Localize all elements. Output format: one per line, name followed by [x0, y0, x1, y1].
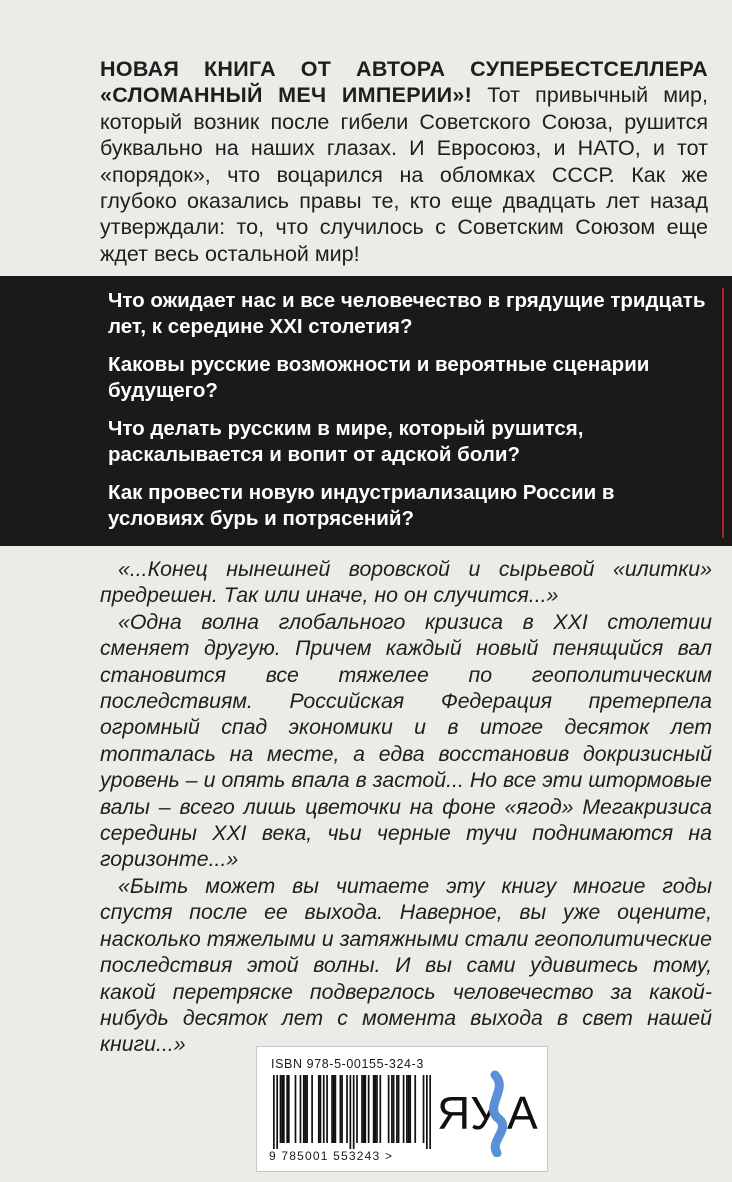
barcode-bar: [276, 1075, 278, 1149]
intro-text: Тот привычный мир, который возник после гибели Советского Союза, рушится буквально на наших глазах. И Евросоюз, и НАТО, и тот «порядок», что воцарился на обломках СССР. Как же глубоко оказались правы те, кто еще двадцать лет назад утверждали: то, что случилось с Советским Союзом еще ждет весь остальной мир!: [100, 83, 708, 266]
barcode-bar: [361, 1075, 363, 1143]
question-item: Что делать русским в мире, который рушится, раскалывается и вопит от адской боли?: [108, 417, 584, 466]
barcode-bar: [331, 1075, 333, 1143]
barcode-bar: [379, 1075, 381, 1143]
question-item: Как провести новую индустриализацию России в условиях бурь и потрясений?: [108, 481, 615, 530]
isbn-label: ISBN 978-5-00155-324-3: [271, 1057, 424, 1071]
barcode-bar: [368, 1075, 370, 1143]
barcode-bar: [300, 1075, 302, 1143]
publisher-logo-text-right: А: [507, 1087, 538, 1139]
barcode-bar: [423, 1075, 425, 1143]
quote-item: «...Конец нынешней воровской и сырьевой «илитки» предрешен. Так или иначе, но он случится...»: [100, 557, 712, 608]
barcode-bar: [303, 1075, 305, 1143]
barcode-bar: [388, 1075, 390, 1143]
barcode-bar: [353, 1075, 355, 1149]
barcode-bar: [323, 1075, 325, 1143]
barcode-bar: [280, 1075, 282, 1143]
publisher-logo-text-left: ЯУ: [437, 1087, 500, 1139]
barcode-bar: [283, 1075, 285, 1143]
barcode-bar: [281, 1075, 283, 1143]
barcode-bar: [341, 1075, 343, 1143]
barcode-bar: [396, 1075, 398, 1143]
barcode-image: [273, 1075, 431, 1149]
quote-item: «Быть может вы читаете эту книгу многие годы спустя после ее выхода. Наверное, вы уже оцените, насколько тяжелыми и затяжными стали геополитические последствия этой волны. И вы сами удивитесь тому, какой перетряске подверглось человечество за какой-нибудь десяток лет с момента выхода в свет нашей книги...»: [100, 873, 712, 1057]
barcode-bar: [326, 1075, 328, 1143]
barcode-bar: [320, 1075, 322, 1143]
ean-digits: 9 785001 553243 >: [269, 1149, 394, 1163]
barcode-bar: [426, 1075, 428, 1149]
barcode-bar: [373, 1075, 375, 1143]
publisher-logo-wave: [494, 1075, 503, 1153]
barcode-bar: [288, 1075, 290, 1143]
barcode-bar: [273, 1075, 275, 1149]
barcode-bar: [356, 1075, 358, 1143]
barcode-bar: [414, 1075, 416, 1143]
intro-paragraph: [100, 56, 708, 267]
quotes-block: [100, 556, 712, 1058]
barcode-bar: [393, 1075, 395, 1143]
barcode-bar: [364, 1075, 366, 1143]
barcode-bar: [409, 1075, 411, 1143]
barcode-bar: [408, 1075, 410, 1143]
barcode-bar: [346, 1075, 348, 1143]
publisher-logo: [437, 1067, 541, 1157]
barcode-bar: [333, 1075, 335, 1143]
barcode-bar: [286, 1075, 288, 1143]
barcode-bar: [391, 1075, 393, 1143]
barcode-bar: [350, 1075, 352, 1149]
barcode-bar: [311, 1075, 313, 1143]
barcode-bar: [305, 1075, 307, 1143]
barcode-panel: [256, 1046, 548, 1172]
barcode-bar: [398, 1075, 400, 1143]
barcode-bar: [295, 1075, 297, 1143]
barcode-bar: [376, 1075, 378, 1143]
intro-lead: НОВАЯ КНИГА ОТ АВТОРА СУПЕРБЕСТСЕЛЛЕРА «СЛОМАННЫЙ МЕЧ ИМПЕРИИ»!: [100, 57, 708, 108]
question-item: Что ожидает нас и все человечество в грядущие тридцать лет, к середине XXI столетия?: [108, 289, 706, 338]
barcode-bar: [403, 1075, 405, 1143]
barcode-bar: [363, 1075, 365, 1143]
question-item: Каковы русские возможности и вероятные сценарии будущего?: [108, 353, 650, 402]
questions-list: [108, 288, 708, 544]
quote-item: «Одна волна глобального кризиса в XXI столетии сменяет другую. Причем каждый новый пенящийся вал становится все тяжелее по геополитическим последствиям. Российская Федерация претерпела огромный спад экономики и в итоге десяток лет топталась на месте, а едва восстановив докризисный уровень – и опять впала в застой... Но все эти штормовые валы – всего лишь цветочки на фоне «ягод» Мегакризиса середины XXI века, чьи черные тучи поднимаются на горизонте...»: [100, 609, 712, 872]
barcode-bar: [374, 1075, 376, 1143]
barcode-bar: [335, 1075, 337, 1143]
barcode-bar: [318, 1075, 320, 1143]
barcode-bar: [340, 1075, 342, 1143]
barcode-bar: [306, 1075, 308, 1143]
barcode-bar: [406, 1075, 408, 1143]
barcode-bar: [429, 1075, 431, 1149]
accent-line: [722, 288, 724, 538]
